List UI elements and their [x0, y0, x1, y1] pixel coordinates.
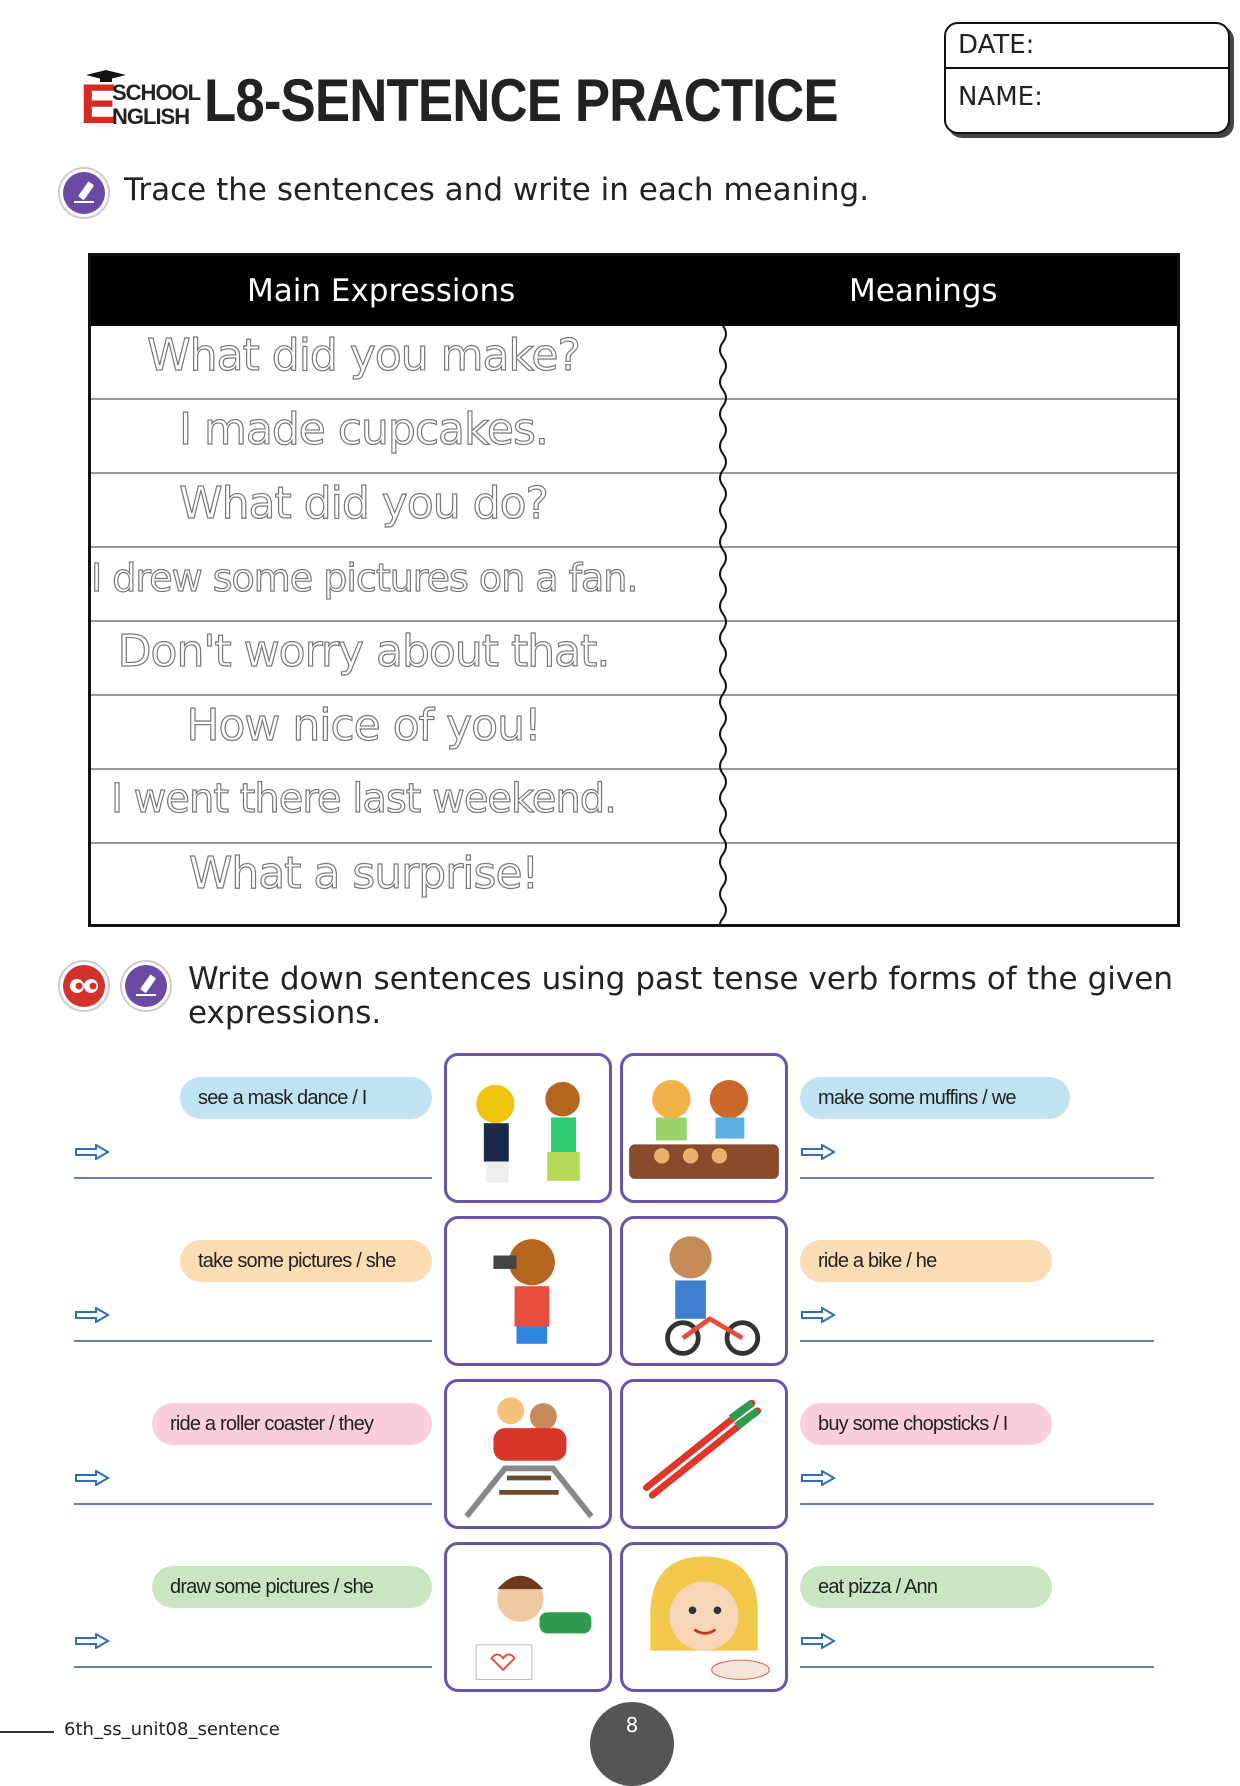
arrow-icon [74, 1307, 110, 1323]
trace-sentence: What did you do? [179, 478, 548, 529]
answer-line[interactable] [74, 1177, 432, 1179]
expression-pill-right: ride a bike / he [800, 1240, 1052, 1282]
col-meanings: Meanings [849, 273, 998, 309]
eyes-icon [69, 976, 99, 996]
wavy-column-divider [713, 326, 733, 926]
section1-instruction: Trace the sentences and write in each meaning. [124, 172, 870, 208]
answer-line[interactable] [74, 1340, 432, 1342]
arrow-icon [74, 1144, 110, 1160]
riding-bike-picture [620, 1216, 788, 1366]
table-header [91, 256, 1177, 326]
table-row [91, 696, 1177, 770]
trace-sentence: I went there last weekend. [111, 776, 616, 822]
arrow-icon [800, 1307, 836, 1323]
arrow-icon [800, 1470, 836, 1486]
table-row [91, 770, 1177, 844]
footer-line [0, 1731, 54, 1733]
school-english-logo [78, 70, 201, 135]
table-row [91, 548, 1177, 622]
expressions-table [88, 253, 1180, 927]
table-row [91, 844, 1177, 924]
expression-pill-left: draw some pictures / she [152, 1566, 432, 1608]
arrow-icon [800, 1633, 836, 1649]
col-main-expressions: Main Expressions [247, 273, 516, 309]
table-row [91, 400, 1177, 474]
name-field[interactable]: NAME: [958, 82, 1043, 112]
table-row [91, 326, 1177, 400]
answer-line[interactable] [74, 1666, 432, 1668]
section2-instruction [188, 962, 1173, 1030]
expression-pill-right: eat pizza / Ann [800, 1566, 1052, 1608]
eyes-badge-icon [58, 960, 110, 1012]
answer-line[interactable] [800, 1340, 1154, 1342]
trace-sentence: How nice of you! [186, 700, 541, 751]
date-name-box [944, 22, 1230, 134]
taking-pictures-picture [444, 1216, 612, 1366]
instruction-line-1: Write down sentences using past tense verb forms of the given [188, 961, 1173, 997]
muffins-picture [620, 1053, 788, 1203]
footer-code: 6th_ss_unit08_sentence [64, 1719, 280, 1740]
chopsticks-picture [620, 1379, 788, 1529]
page-number: 8 [590, 1702, 674, 1786]
divider [946, 67, 1228, 69]
trace-sentence: What a surprise! [188, 848, 539, 899]
trace-sentence: Don't worry about that. [117, 626, 610, 677]
logo-letter-e: E [80, 72, 118, 135]
pencil-icon [132, 972, 160, 1000]
table-row [91, 474, 1177, 548]
expression-pill-right: make some muffins / we [800, 1077, 1070, 1119]
arrow-icon [74, 1633, 110, 1649]
page-title: L8-SENTENCE PRACTICE [204, 67, 838, 134]
answer-line[interactable] [800, 1503, 1154, 1505]
answer-line[interactable] [74, 1503, 432, 1505]
eating-pizza-picture [620, 1542, 788, 1692]
pencil-badge-icon [58, 167, 110, 219]
arrow-icon [74, 1470, 110, 1486]
date-field[interactable]: DATE: [958, 30, 1035, 60]
expression-pill-left: see a mask dance / I [180, 1077, 432, 1119]
answer-line[interactable] [800, 1177, 1154, 1179]
table-row [91, 622, 1177, 696]
logo-english-text: NGLISH [112, 104, 190, 129]
mask-dance-picture [444, 1053, 612, 1203]
trace-sentence: What did you make? [147, 330, 580, 381]
logo-school-text: SCHOOL [112, 80, 201, 105]
roller-coaster-picture [444, 1379, 612, 1529]
pencil-icon [70, 179, 98, 207]
expression-pill-left: take some pictures / she [180, 1240, 432, 1282]
drawing-pictures-picture [444, 1542, 612, 1692]
trace-sentence: I drew some pictures on a fan. [91, 556, 638, 600]
trace-sentence: I made cupcakes. [179, 404, 548, 455]
expression-pill-right: buy some chopsticks / I [800, 1403, 1052, 1445]
arrow-icon [800, 1144, 836, 1160]
expression-pill-left: ride a roller coaster / they [152, 1403, 432, 1445]
instruction-line-2: expressions. [188, 995, 382, 1031]
pencil-badge-icon [120, 960, 172, 1012]
answer-line[interactable] [800, 1666, 1154, 1668]
